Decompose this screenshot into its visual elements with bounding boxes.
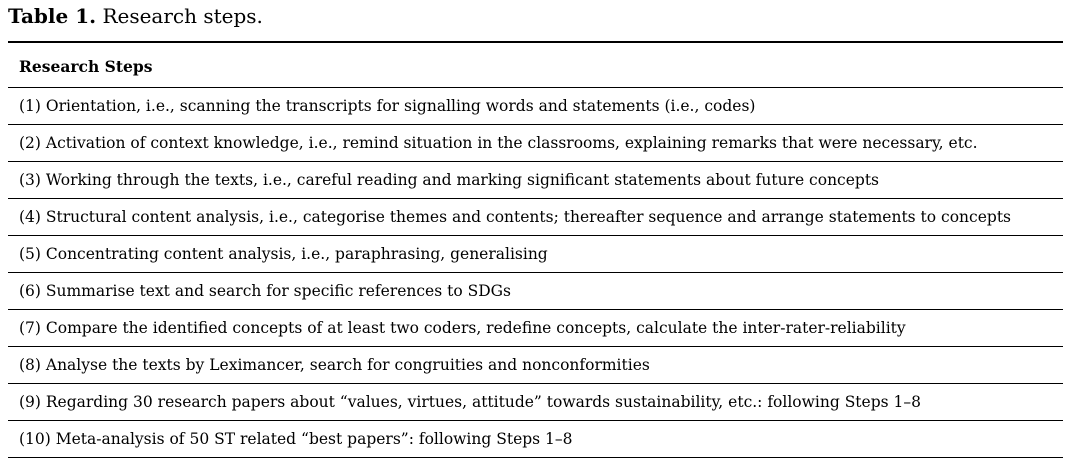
table-cell-step-9: (9) Regarding 30 research papers about “values, virtues, attitude” towards sustainability, etc.: following Steps 1–8 bbox=[8, 384, 1063, 421]
table-cell-step-3: (3) Working through the texts, i.e., careful reading and marking significant statements about future concepts bbox=[8, 162, 1063, 199]
table-row bbox=[8, 88, 1063, 125]
table-row bbox=[8, 384, 1063, 421]
table-cell-step-2: (2) Activation of context knowledge, i.e., remind situation in the classrooms, explaining remarks that were necessary, etc. bbox=[8, 125, 1063, 162]
table-row bbox=[8, 199, 1063, 236]
table-cell-step-5: (5) Concentrating content analysis, i.e., paraphrasing, generalising bbox=[8, 236, 1063, 273]
table-cell-step-8: (8) Analyse the texts by Leximancer, search for congruities and nonconformities bbox=[8, 347, 1063, 384]
table-cell-step-4: (4) Structural content analysis, i.e., categorise themes and contents; thereafter sequence and arrange statements to concepts bbox=[8, 199, 1063, 236]
table-row bbox=[8, 347, 1063, 384]
table-cell-step-6: (6) Summarise text and search for specific references to SDGs bbox=[8, 273, 1063, 310]
table-caption-label: Table 1. bbox=[8, 4, 97, 28]
table-row bbox=[8, 273, 1063, 310]
table-row bbox=[8, 310, 1063, 347]
table-cell-step-7: (7) Compare the identified concepts of at least two coders, redefine concepts, calculate the inter-rater-reliability bbox=[8, 310, 1063, 347]
table-row bbox=[8, 125, 1063, 162]
table-cell-step-10: (10) Meta-analysis of 50 ST related “best papers”: following Steps 1–8 bbox=[8, 421, 1063, 458]
table-cell-step-1: (1) Orientation, i.e., scanning the transcripts for signalling words and statements (i.e., codes) bbox=[8, 88, 1063, 125]
research-steps-table bbox=[8, 41, 1063, 458]
table-row bbox=[8, 162, 1063, 199]
table-caption bbox=[8, 3, 263, 29]
table-header-row bbox=[8, 42, 1063, 88]
table-caption-text: Research steps. bbox=[102, 4, 263, 28]
table-row bbox=[8, 236, 1063, 273]
column-header-research-steps: Research Steps bbox=[8, 42, 1063, 88]
table-row bbox=[8, 421, 1063, 458]
